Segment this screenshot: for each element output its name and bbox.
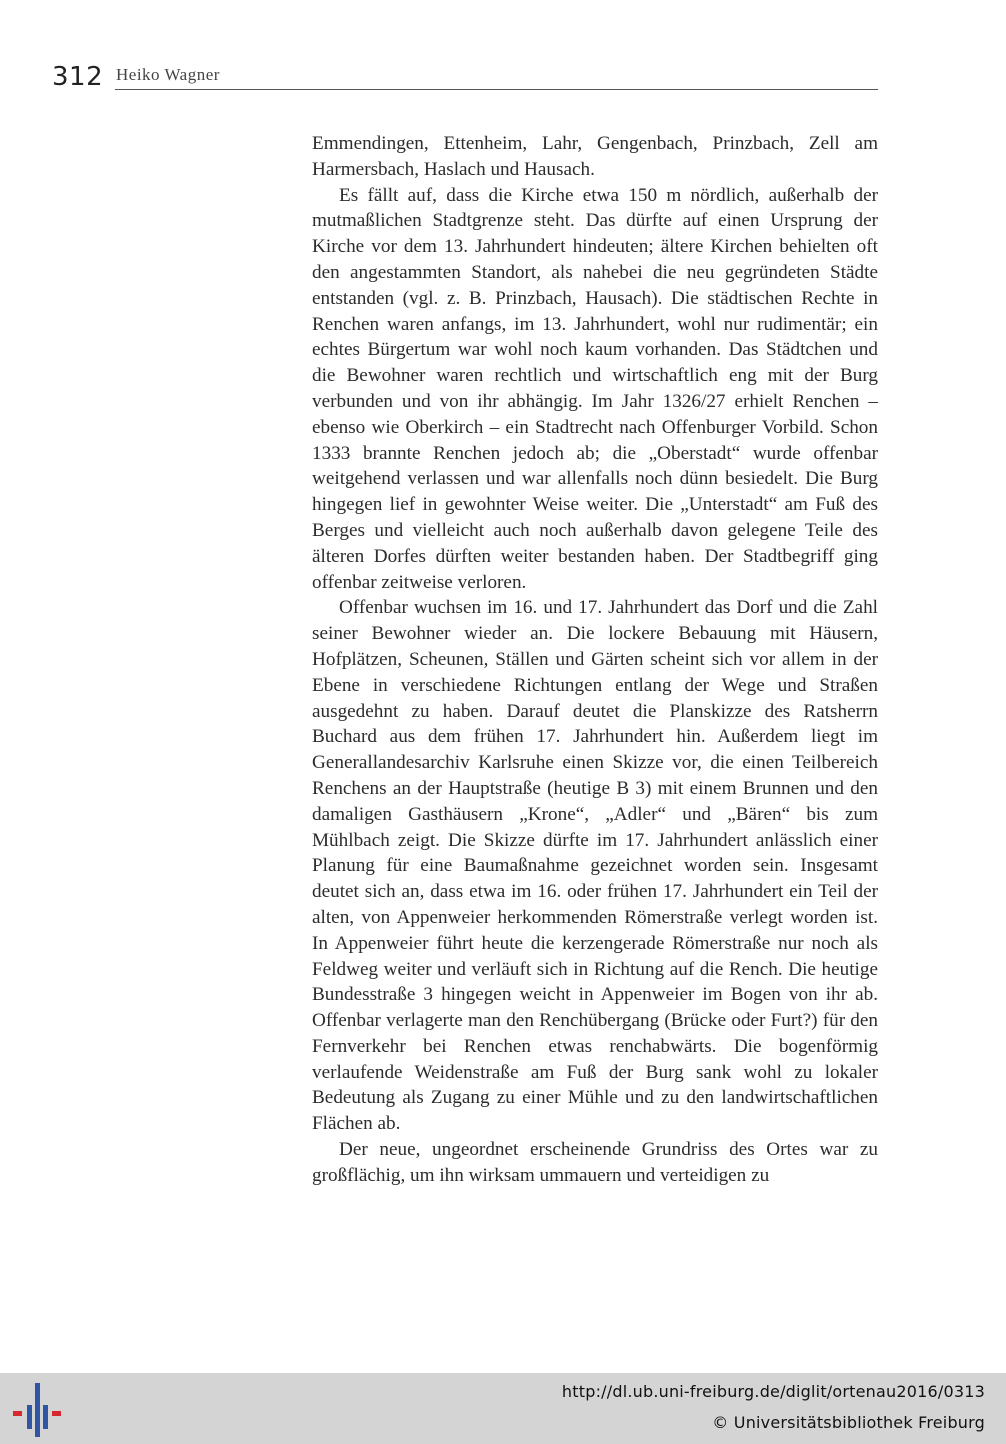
- running-head-author: Heiko Wagner: [116, 65, 220, 84]
- body-text: [312, 131, 878, 1189]
- digitization-url-link[interactable]: http://dl.ub.uni-freiburg.de/diglit/ortenau2016/0313: [561, 1382, 985, 1401]
- paragraph: Emmendingen, Ettenheim, Lahr, Gengenbach, Prinzbach, Zell am Harmersbach, Haslach und Hausach.: [312, 133, 878, 180]
- footer-bar: [0, 1373, 1006, 1444]
- paragraph: Der neue, ungeordnet erscheinende Grundriss des Ortes war zu großflächig, um ihn wirksam ummauern und verteidigen zu: [312, 1139, 878, 1186]
- header-rule: [115, 89, 878, 90]
- copyright-notice: © Universitätsbibliothek Freiburg: [712, 1413, 985, 1432]
- page-number: 312: [52, 62, 104, 92]
- page-header: [52, 62, 878, 92]
- paragraph: Offenbar wuchsen im 16. und 17. Jahrhundert das Dorf und die Zahl seiner Bewohner wieder an. Die lockere Bebauung mit Häusern, Hofplätzen, Scheunen, Ställen und Gärten scheint sich vor allem in der Ebene in verschiedene Richtungen entlang der Wege und Straßen ausgedehnt zu haben. Darauf deutet die Planskizze des Ratsherrn Buchard aus dem frühen 17. Jahrhundert hin. Außerdem liegt im Generallandesarchiv Karlsruhe einen Skizze vor, die einen Teilbereich Renchens an der Hauptstraße (heutige B 3) mit einem Brunnen und den damaligen Gasthäusern „Krone“, „Adler“ und „Bären“ bis zum Mühlbach zeigt. Die Skizze dürfte im 17. Jahrhundert anlässlich einer Planung für eine Baumaßnahme gezeichnet worden sein. Insgesamt deutet sich an, dass etwa im 16. oder frühen 17. Jahrhundert ein Teil der alten, von Appenweier herkommenden Römerstraße verlegt worden ist. In Appenweier führt heute die kerzengerade Römerstraße nur noch als Feldweg weiter und verläuft sich in Richtung auf die Rench. Die heutige Bundesstraße 3 hingegen weicht in Appenweier im Bogen von ihr ab. Offenbar verlagerte man den Renchübergang (Brücke oder Furt?) für den Fernverkehr bei Renchen etwas renchabwärts. Die bogenförmig verlaufende Weidenstraße am Fuß der Burg sank wohl zu lokaler Bedeutung als Zugang zu einer Mühle und zu den landwirtschaftlichen Flächen ab.: [312, 597, 878, 1135]
- ub-freiburg-logo-icon: [13, 1383, 65, 1437]
- paragraph: Es fällt auf, dass die Kirche etwa 150 m nördlich, außerhalb der mutmaßlichen Stadtgrenze steht. Das dürfte auf einen Ursprung der Kirche vor dem 13. Jahrhundert hindeuten; ältere Kirchen behielten oft den angestammten Standort, als nahebei die neu gegründeten Städte entstanden (vgl. z. B. Prinzbach, Hausach). Die städtischen Rechte in Renchen waren anfangs, im 13. Jahrhundert, wohl nur rudimentär; ein echtes Bürgertum war wohl noch kaum vorhanden. Das Städtchen und die Bewohner waren rechtlich und wirtschaftlich eng mit der Burg verbunden und von ihr abhängig. Im Jahr 1326/27 erhielt Renchen – ebenso wie Oberkirch – ein Stadtrecht nach Offenburger Vorbild. Schon 1333 brannte Renchen jedoch ab; die „Oberstadt“ wurde offenbar weitgehend verlassen und war allenfalls noch dünn besiedelt. Die Burg hingegen lief in gewohnter Weise weiter. Die „Unterstadt“ am Fuß des Berges und vielleicht auch noch außerhalb davon gelegene Teile des älteren Dorfes dürften weiter bestanden haben. Der Stadtbegriff ging offenbar zeitweise verloren.: [312, 184, 878, 593]
